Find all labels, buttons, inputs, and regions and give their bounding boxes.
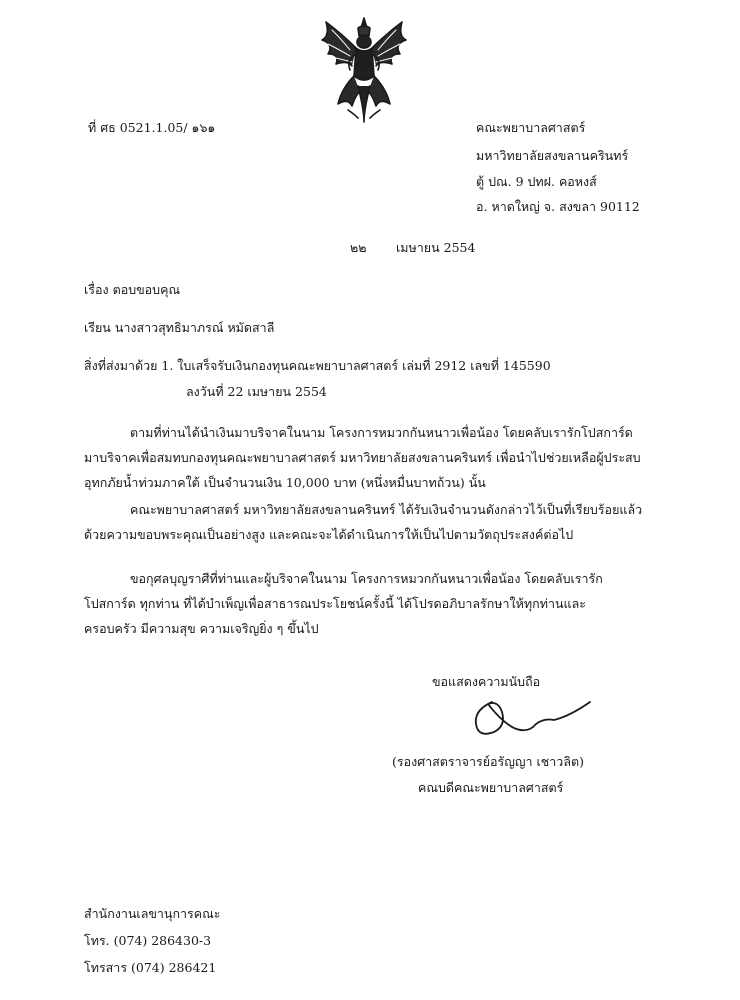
address-line: อ. หาดใหญ่ จ. สงขลา 90112 — [476, 199, 640, 214]
enclosure-line: สิ่งที่ส่งมาด้วย 1. ใบเสร็จรับเงินกองทุนคณะพยาบาลศาสตร์ เล่มที่ 2912 เลขที่ 145590 — [84, 358, 551, 373]
body-paragraph-1 — [84, 420, 664, 495]
enclosure-date: ลงวันที่ 22 เมษายน 2554 — [186, 384, 327, 399]
date-day: ๒๒ — [350, 240, 367, 255]
garuda-emblem-icon — [312, 14, 416, 126]
paragraph-line: โปสการ์ด ทุกท่าน ที่ได้บำเพ็ญเพื่อสาธารณประโยชน์ครั้งนี้ ได้โปรดอภิบาลรักษาให้ทุกท่านและ — [84, 596, 586, 611]
body-paragraph-3 — [84, 566, 664, 641]
paragraph-line: ขอกุศลบุญราศีที่ท่านและผู้บริจาคในนาม โครงการหมวกกันหนาวเพื่อน้อง โดยคลับเรารัก — [130, 571, 603, 586]
closing-salutation: ขอแสดงความนับถือ — [432, 674, 541, 689]
reference-number: ที่ ศธ 0521.1.05/ ๑๖๑ — [88, 120, 216, 135]
body-paragraph-2 — [84, 497, 664, 547]
address-line: คณะพยาบาลศาสตร์ — [476, 120, 586, 135]
address-line: มหาวิทยาลัยสงขลานครินทร์ — [476, 148, 629, 163]
paragraph-line: อุทกภัยน้ำท่วมภาคใต้ เป็นจำนวนเงิน 10,000 บาท (หนึ่งหมื่นบาทถ้วน) นั้น — [84, 475, 486, 490]
signer-title: คณบดีคณะพยาบาลศาสตร์ — [418, 780, 564, 795]
recipient-line: เรียน นางสาวสุทธิมาภรณ์ หมัดสาลี — [84, 320, 275, 335]
paragraph-line: ตามที่ท่านได้นำเงินมาบริจาคในนาม โครงการหมวกกันหนาวเพื่อน้อง โดยคลับเรารักโปสการ์ด — [130, 425, 633, 440]
paragraph-line: ครอบครัว มีความสุข ความเจริญยิ่ง ๆ ขึ้นไป — [84, 621, 319, 636]
footer-fax: โทรสาร (074) 286421 — [84, 960, 217, 975]
footer-office: สำนักงานเลขานุการคณะ — [84, 906, 221, 921]
subject-line: เรื่อง ตอบขอบคุณ — [84, 282, 181, 297]
date-month-year: เมษายน 2554 — [396, 240, 476, 255]
signature-mark — [462, 692, 594, 744]
paragraph-line: ด้วยความขอบพระคุณเป็นอย่างสูง และคณะจะได้ดำเนินการให้เป็นไปตามวัตถุประสงค์ต่อไป — [84, 527, 574, 542]
address-line: ตู้ ปณ. 9 ปทฝ. คอหงส์ — [476, 174, 597, 189]
paragraph-line: คณะพยาบาลศาสตร์ มหาวิทยาลัยสงขลานครินทร์ ได้รับเงินจำนวนดังกล่าวไว้เป็นที่เรียบร้อยแล้ว — [130, 502, 643, 517]
signer-name: (รองศาสตราจารย์อรัญญา เชาวลิต) — [392, 754, 584, 769]
paragraph-line: มาบริจาคเพื่อสมทบกองทุนคณะพยาบาลศาสตร์ มหาวิทยาลัยสงขลานครินทร์ เพื่อนำไปช่วยเหลือผู้ประสบ — [84, 450, 641, 465]
footer-phone: โทร. (074) 286430-3 — [84, 933, 212, 948]
